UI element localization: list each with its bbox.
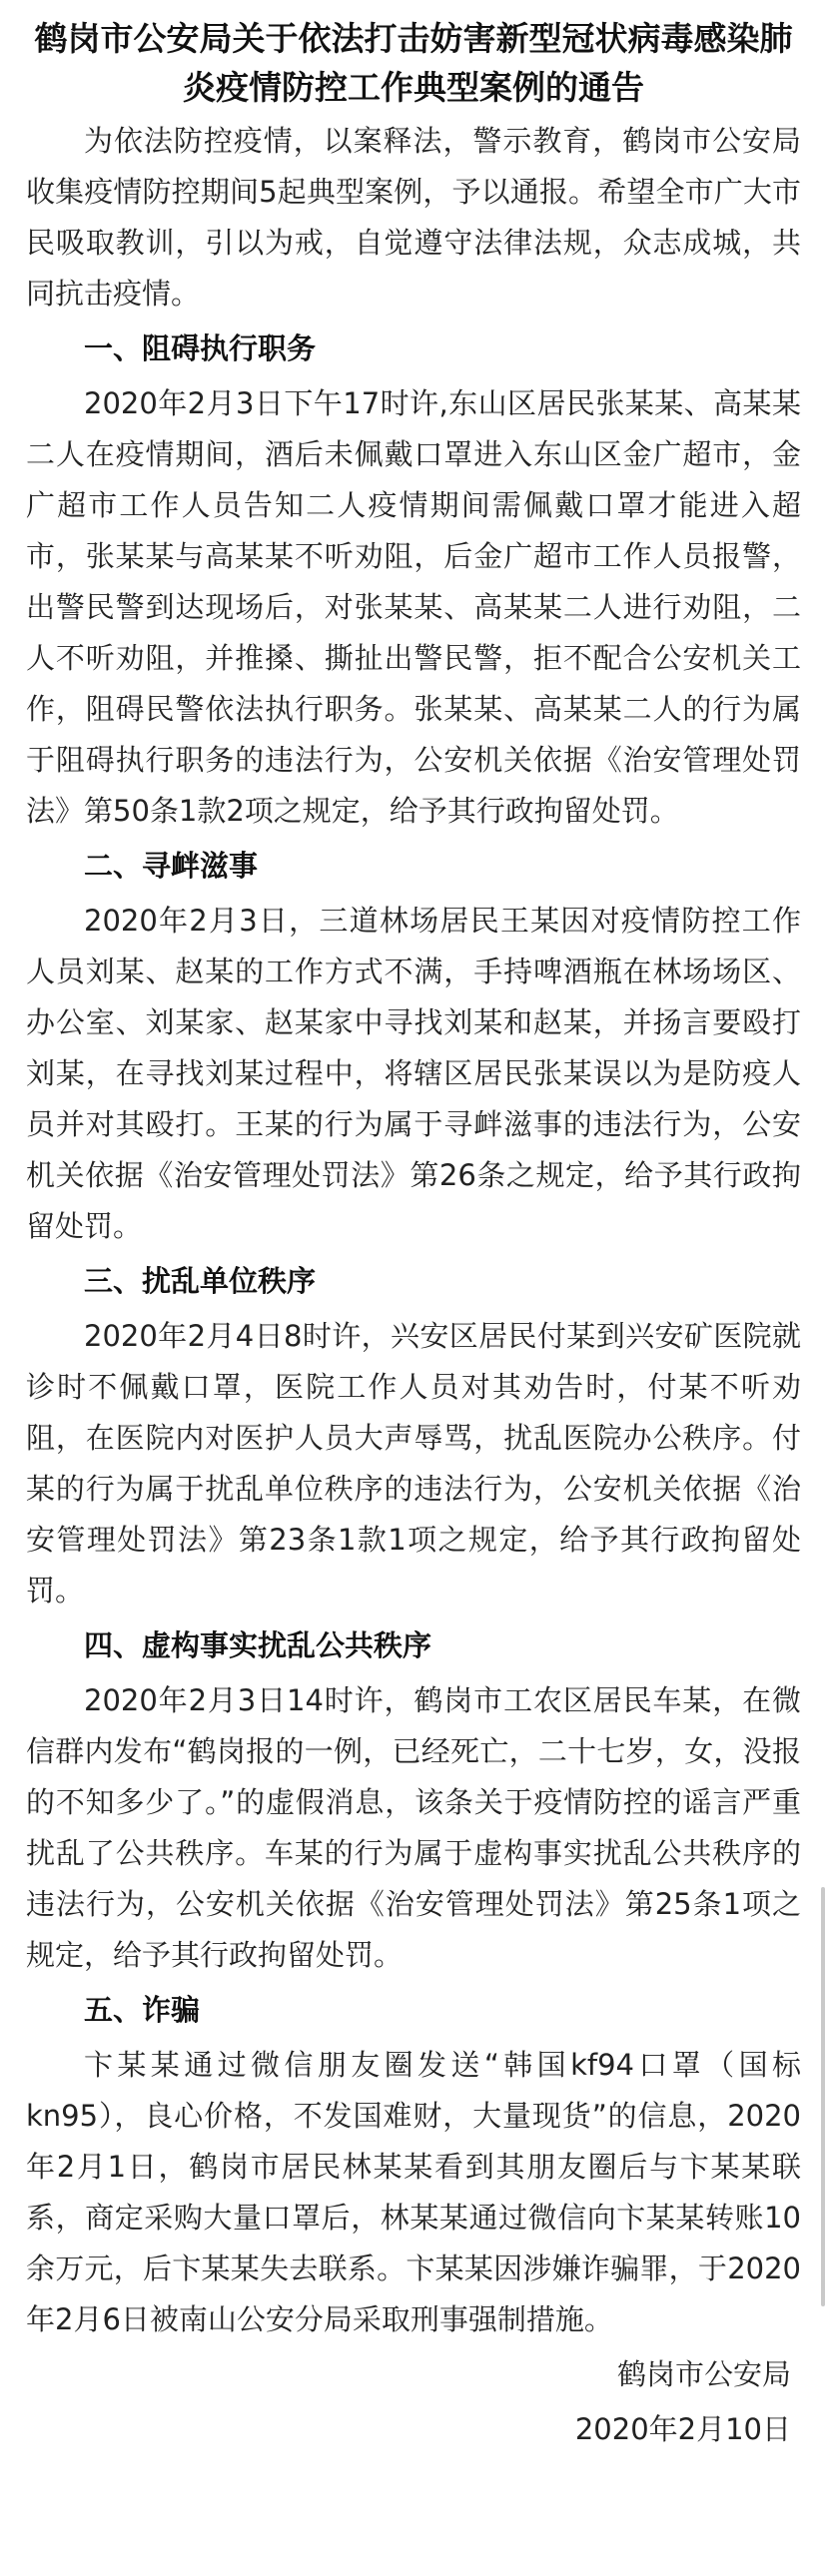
case-2-body: 2020年2月3日，三道林场居民王某因对疫情防控工作人员刘某、赵某的工作方式不满，手持啤酒瓶在林场场区、办公室、刘某家、赵某家中寻找刘某和赵某，并扬言要殴打刘某，在寻找刘某过程中，将辖区居民张某误以为是防疫人员并对其殴打。王某的行为属于寻衅滋事的违法行为，公安机关依据《治安管理处罚法》第26条之规定，给予其行政拘留处罚。 — [26, 904, 801, 1243]
case-4-body: 2020年2月3日14时许，鹤岗市工农区居民车某，在微信群内发布“鹤岗报的一例，已经死亡，二十七岁，女，没报的不知多少了。”的虚假消息，该条关于疫情防控的谣言严重扰乱了公共秩序。车某的行为属于虚构事实扰乱公共秩序的违法行为，公安机关依据《治安管理处罚法》第25条1项之规定，给予其行政拘留处罚。 — [26, 1683, 801, 1972]
case-5-body: 卞某某通过微信朋友圈发送“韩国kf94口罩（国标kn95），良心价格，不发国难财，大量现货”的信息，2020年2月1日，鹤岗市居民林某某看到其朋友圈后与卞某某联系，商定采购大量口罩后，林某某通过微信向卞某某转账10余万元，后卞某某失去联系。卞某某因涉嫌诈骗罪，于2020年2月6日被南山公安分局采取刑事强制措施。 — [26, 2048, 801, 2336]
case-4-heading: 四、虚构事实扰乱公共秩序 — [84, 1628, 432, 1662]
case-3-heading: 三、扰乱单位秩序 — [84, 1264, 317, 1298]
case-1-body: 2020年2月3日下午17时许,东山区居民张某某、高某某二人在疫情期间，酒后未佩戴口罩进入东山区金广超市，金广超市工作人员告知二人疫情期间需佩戴口罩才能进入超市，张某某与高某某不听劝阻，后金广超市工作人员报警，出警民警到达现场后，对张某某、高某某二人进行劝阻，二人不听劝阻，并推搡、撕扯出警民警，拒不配合公安机关工作，阻碍民警依法执行职务。张某某、高某某二人的行为属于阻碍执行职务的违法行为，公安机关依据《治安管理处罚法》第50条1款2项之规定，给予其行政拘留处罚。 — [26, 386, 801, 828]
notice-title: 鹤岗市公安局关于依法打击妨害新型冠状病毒感染肺炎疫情防控工作典型案例的通告 — [34, 19, 793, 107]
case-5-heading: 五、诈骗 — [84, 1993, 201, 2027]
vertical-scrollbar[interactable] — [821, 1887, 825, 2306]
case-1-heading: 一、阻碍执行职务 — [84, 331, 317, 365]
signature-date: 2020年2月10日 — [574, 2412, 791, 2446]
case-3-body: 2020年2月4日8时许，兴安区居民付某到兴安矿医院就诊时不佩戴口罩，医院工作人员对其劝告时，付某不听劝阻，在医院内对医护人员大声辱骂，扰乱医院办公秩序。付某的行为属于扰乱单位秩序的违法行为，公安机关依据《治安管理处罚法》第23条1款1项之规定，给予其行政拘留处罚。 — [26, 1319, 801, 1608]
signature-org: 鹤岗市公安局 — [616, 2357, 791, 2391]
intro-paragraph: 为依法防控疫情，以案释法，警示教育，鹤岗市公安局收集疫情防控期间5起典型案例，予以通报。希望全市广大市民吸取教训，引以为戒，自觉遵守法律法规，众志成城，共同抗击疫情。 — [26, 124, 801, 311]
case-2-heading: 二、寻衅滋事 — [84, 849, 259, 883]
